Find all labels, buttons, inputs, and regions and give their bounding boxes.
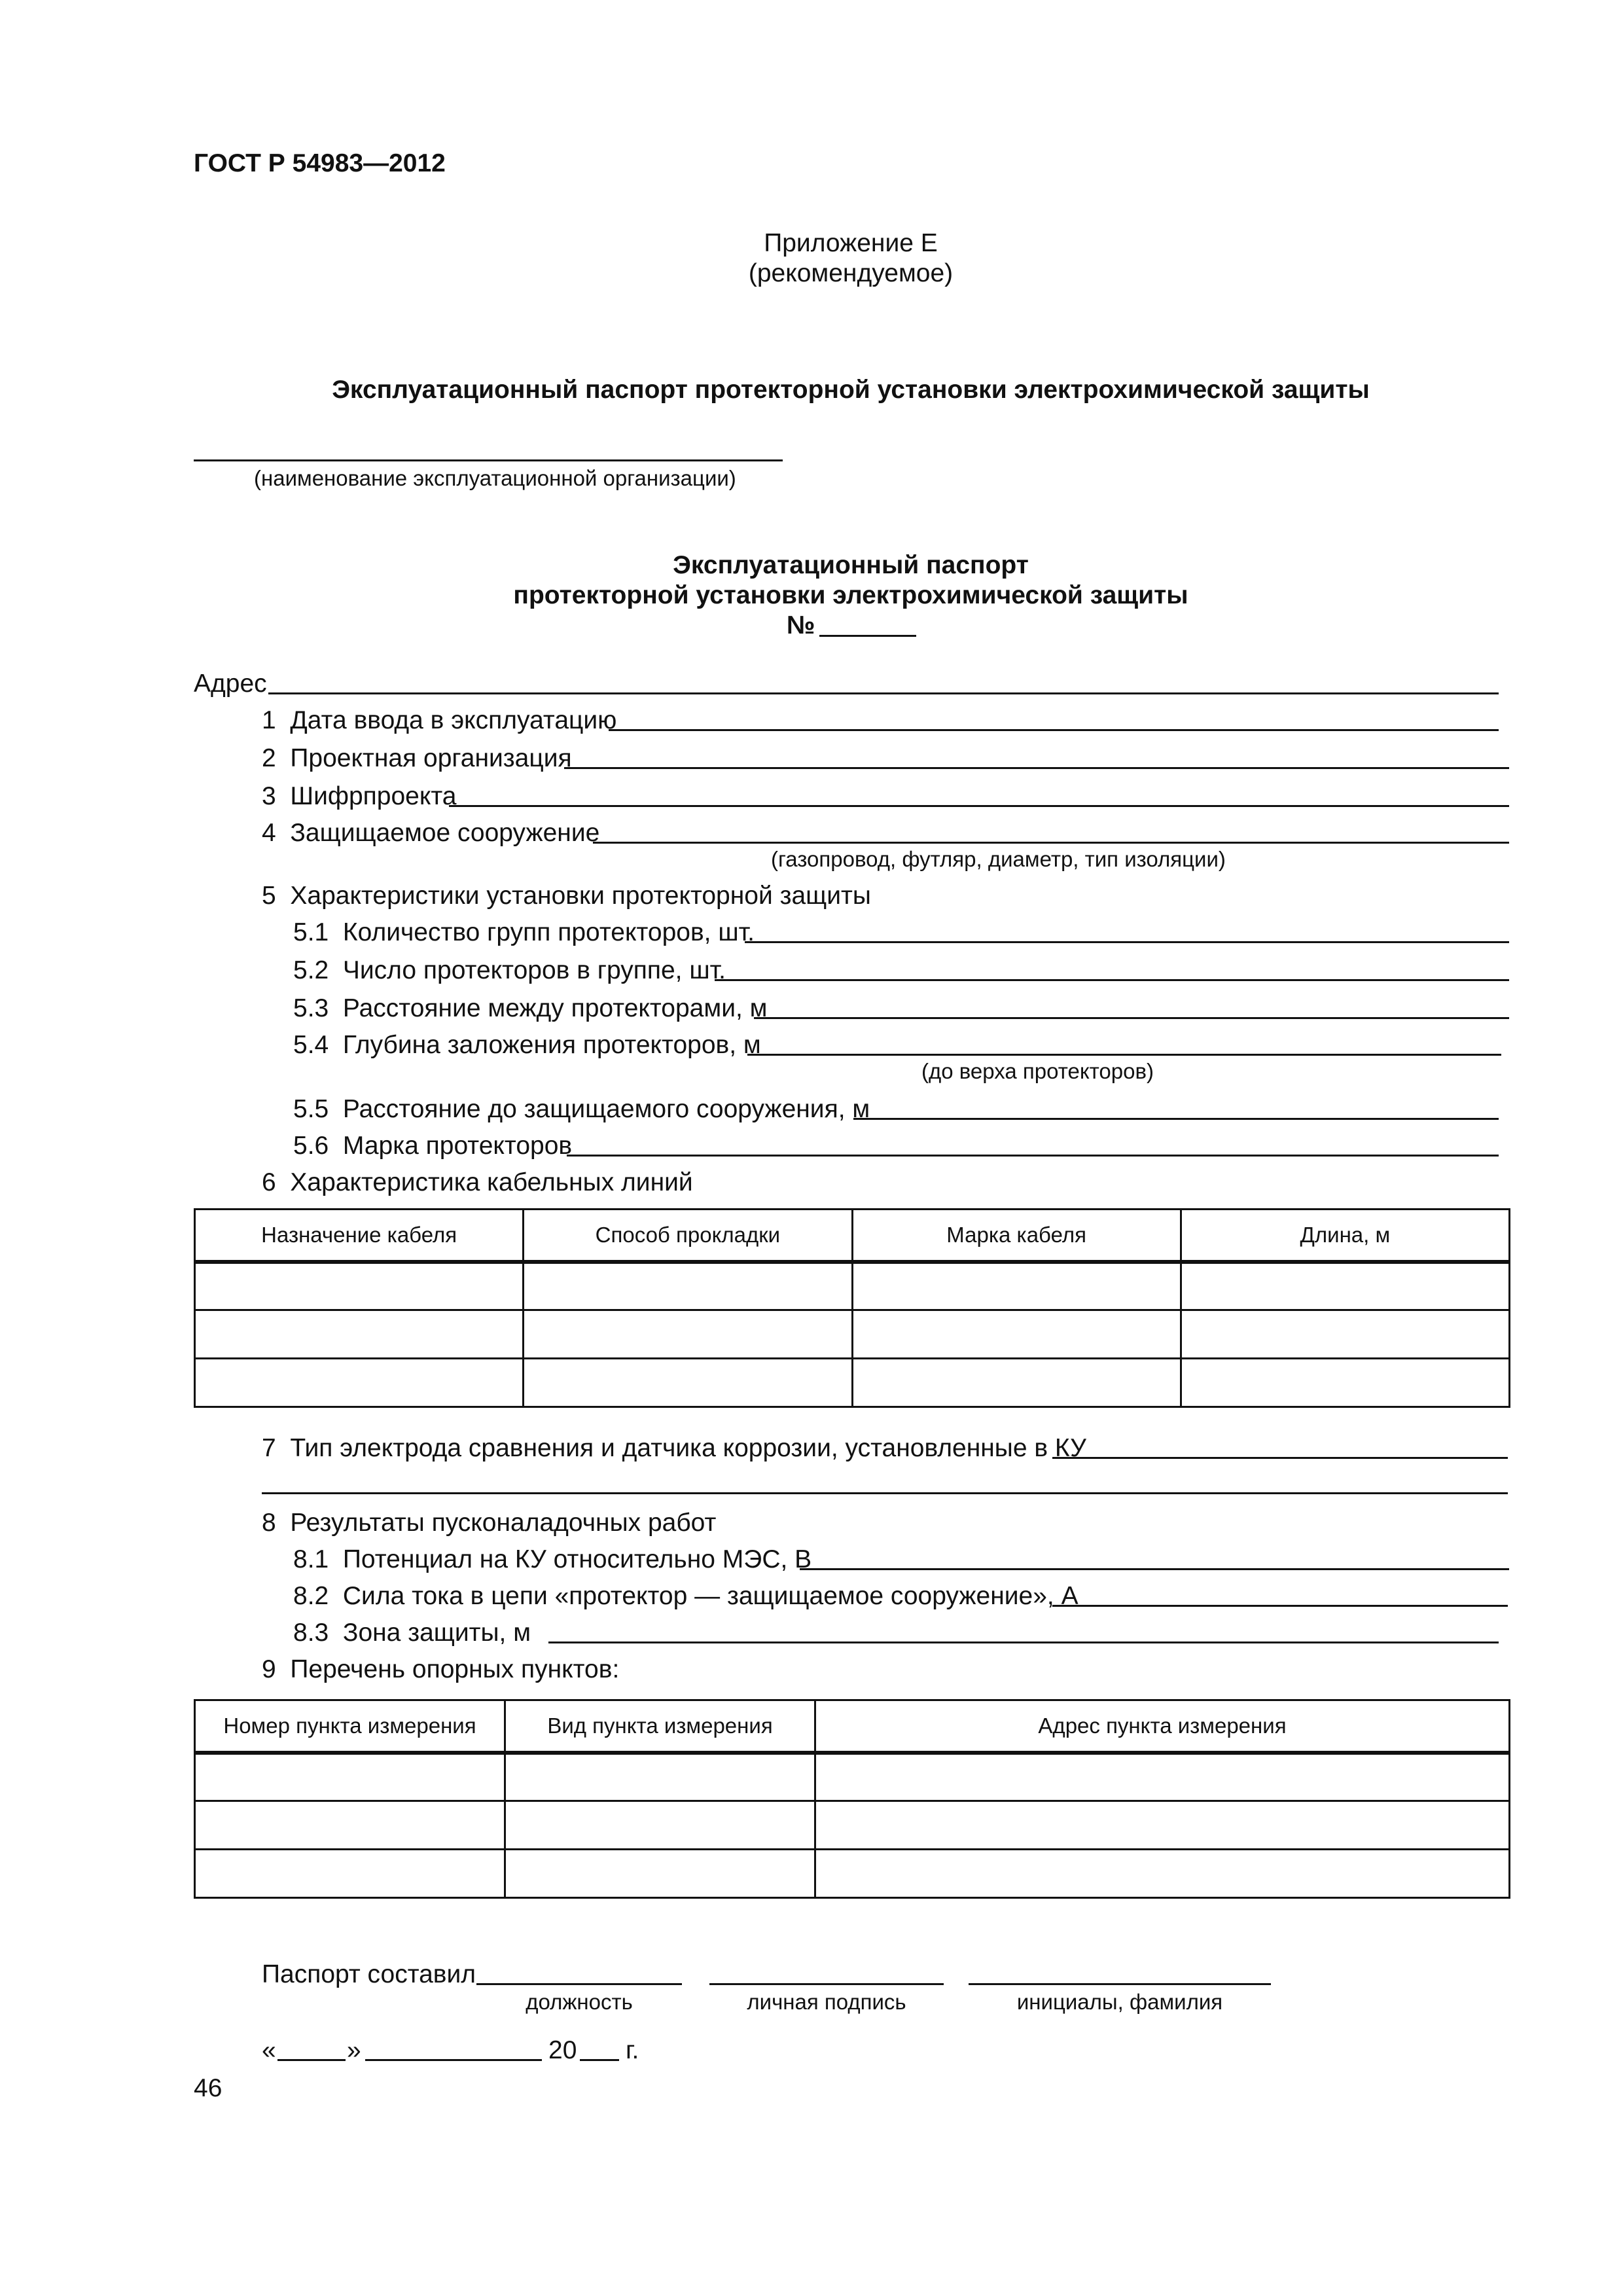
table-row bbox=[195, 1753, 1510, 1801]
item-6 bbox=[262, 1168, 693, 1198]
item-number: 3 bbox=[262, 782, 276, 810]
appendix-title: Приложение Е bbox=[764, 229, 938, 257]
organization-caption: (наименование эксплуатационной организации) bbox=[254, 466, 736, 490]
item-label: Перечень опорных пунктов: bbox=[290, 1655, 620, 1683]
item-label: Защищаемое сооружение bbox=[290, 819, 600, 847]
item-label: Глубина заложения протекторов, м bbox=[342, 1031, 761, 1059]
table-cell[interactable] bbox=[195, 1359, 524, 1407]
year-line[interactable] bbox=[580, 2059, 619, 2061]
item-5-6 bbox=[293, 1131, 572, 1161]
item-label: Марка протекторов bbox=[342, 1132, 573, 1160]
item-5-3 bbox=[293, 994, 767, 1024]
protected-structure-caption: (газопровод, футляр, диаметр, тип изоляции) bbox=[771, 847, 1226, 871]
table-header-cell: Номер пункта измерения bbox=[195, 1700, 505, 1753]
table-cell[interactable] bbox=[524, 1310, 852, 1359]
item-number: 6 bbox=[262, 1168, 276, 1196]
item-number: 5.5 bbox=[293, 1095, 329, 1123]
protector-brand-line[interactable] bbox=[567, 1155, 1499, 1157]
personal-signature-caption: личная подпись bbox=[747, 1990, 906, 2014]
item-4 bbox=[262, 818, 599, 848]
date-close-quote: » bbox=[347, 2036, 361, 2064]
item-label: Число протекторов в группе, шт. bbox=[342, 956, 726, 984]
protection-zone-line[interactable] bbox=[548, 1641, 1499, 1643]
table-cell[interactable] bbox=[815, 1753, 1510, 1801]
table-row bbox=[195, 1262, 1510, 1310]
table-row bbox=[195, 1359, 1510, 1407]
table-cell[interactable] bbox=[195, 1850, 505, 1898]
table-cell[interactable] bbox=[524, 1359, 852, 1407]
item-3 bbox=[262, 781, 456, 812]
appendix-subtitle: (рекомендуемое) bbox=[748, 259, 954, 287]
table-cell[interactable] bbox=[505, 1753, 815, 1801]
table-cell[interactable] bbox=[195, 1753, 505, 1801]
item-number: 5 bbox=[262, 882, 276, 910]
table-cell[interactable] bbox=[1181, 1262, 1509, 1310]
main-title: Эксплуатационный паспорт протекторной установки электрохимической защиты bbox=[332, 376, 1370, 404]
protected-structure-line[interactable] bbox=[593, 842, 1509, 844]
item-8-3 bbox=[293, 1618, 531, 1648]
item-5 bbox=[262, 881, 871, 911]
item-label: Расстояние до защищаемого сооружения, м bbox=[342, 1095, 870, 1123]
potential-line[interactable] bbox=[800, 1568, 1509, 1570]
item-2 bbox=[262, 744, 572, 774]
table-row bbox=[195, 1850, 1510, 1898]
passport-number-line[interactable] bbox=[819, 635, 916, 637]
table-header-cell: Длина, м bbox=[1181, 1210, 1509, 1262]
personal-signature-line[interactable] bbox=[709, 1983, 944, 1985]
year-suffix: г. bbox=[626, 2036, 639, 2064]
organization-name-line[interactable] bbox=[194, 459, 783, 461]
protector-depth-line[interactable] bbox=[747, 1054, 1501, 1056]
page-number: 46 bbox=[194, 2074, 223, 2102]
item-number: 8.1 bbox=[293, 1545, 329, 1573]
item-label: Характеристики установки протекторной защиты bbox=[290, 882, 871, 910]
electrode-type-line[interactable] bbox=[1052, 1457, 1508, 1459]
table-cell[interactable] bbox=[195, 1310, 524, 1359]
distance-to-structure-line[interactable] bbox=[853, 1118, 1499, 1120]
table-cell[interactable] bbox=[524, 1262, 852, 1310]
day-line[interactable] bbox=[277, 2059, 346, 2061]
item-8 bbox=[262, 1508, 716, 1538]
table-cell[interactable] bbox=[195, 1801, 505, 1850]
item-5-1 bbox=[293, 918, 755, 948]
item-label: Характеристика кабельных линий bbox=[290, 1168, 693, 1196]
table-cell[interactable] bbox=[852, 1359, 1181, 1407]
table-row bbox=[195, 1310, 1510, 1359]
table-header-cell: Способ прокладки bbox=[524, 1210, 852, 1262]
item-number: 8.2 bbox=[293, 1582, 329, 1610]
item-9 bbox=[262, 1655, 619, 1685]
electrode-type-line-2[interactable] bbox=[262, 1492, 1508, 1494]
item-number: 4 bbox=[262, 819, 276, 847]
date-open-quote: « bbox=[262, 2036, 276, 2064]
table-row bbox=[195, 1801, 1510, 1850]
item-8-1 bbox=[293, 1545, 812, 1575]
item-label: Расстояние между протекторами, м bbox=[342, 994, 768, 1022]
item-number: 8.3 bbox=[293, 1619, 329, 1647]
item-number: 9 bbox=[262, 1655, 276, 1683]
item-number: 1 bbox=[262, 706, 276, 734]
passport-number-label: № bbox=[787, 611, 815, 639]
protector-groups-line[interactable] bbox=[745, 941, 1509, 943]
item-number: 5.1 bbox=[293, 918, 329, 946]
document-code: ГОСТ Р 54983—2012 bbox=[194, 149, 446, 177]
item-label: Дата ввода в эксплуатацию bbox=[290, 706, 617, 734]
table-cell[interactable] bbox=[815, 1850, 1510, 1898]
position-caption: должность bbox=[526, 1990, 633, 2014]
item-5-4 bbox=[293, 1030, 761, 1060]
table-cell[interactable] bbox=[505, 1801, 815, 1850]
table-header-cell: Адрес пункта измерения bbox=[815, 1700, 1510, 1753]
full-name-caption: инициалы, фамилия bbox=[1016, 1990, 1223, 2014]
item-number: 5.3 bbox=[293, 994, 329, 1022]
address-line[interactable] bbox=[268, 692, 1499, 694]
item-number: 5.2 bbox=[293, 956, 329, 984]
full-name-line[interactable] bbox=[969, 1983, 1271, 1985]
item-label: Сила тока в цепи «протектор — защищаемое сооружение», А bbox=[342, 1582, 1079, 1610]
table-header-cell: Вид пункта измерения bbox=[505, 1700, 815, 1753]
item-number: 2 bbox=[262, 744, 276, 772]
position-line[interactable] bbox=[476, 1983, 682, 1985]
item-label: Количество групп протекторов, шт. bbox=[342, 918, 755, 946]
protector-depth-caption: (до верха протекторов) bbox=[921, 1059, 1154, 1083]
item-label: Зона защиты, м bbox=[342, 1619, 531, 1647]
design-organization-line[interactable] bbox=[564, 767, 1509, 769]
item-8-2 bbox=[293, 1581, 1079, 1611]
item-number: 5.4 bbox=[293, 1031, 329, 1059]
current-line[interactable] bbox=[1052, 1605, 1508, 1607]
signature-label: Паспорт составил bbox=[262, 1960, 476, 1988]
table-cell[interactable] bbox=[815, 1801, 1510, 1850]
protector-spacing-line[interactable] bbox=[754, 1017, 1509, 1019]
item-label: Потенциал на КУ относительно МЭС, В bbox=[342, 1545, 812, 1573]
table-cell[interactable] bbox=[195, 1262, 524, 1310]
cable-lines-table bbox=[194, 1208, 1510, 1408]
item-label: Шифрпроекта bbox=[290, 782, 457, 810]
year-prefix: 20 bbox=[548, 2036, 577, 2064]
table-cell[interactable] bbox=[1181, 1359, 1509, 1407]
month-line[interactable] bbox=[365, 2059, 542, 2061]
table-cell[interactable] bbox=[852, 1262, 1181, 1310]
item-7 bbox=[262, 1433, 1086, 1463]
address-label: Адрес bbox=[194, 670, 267, 698]
table-cell[interactable] bbox=[852, 1310, 1181, 1359]
item-label: Результаты пусконаладочных работ bbox=[290, 1509, 717, 1537]
item-label: Проектная организация bbox=[290, 744, 572, 772]
item-label: Тип электрода сравнения и датчика коррозии, установленные в КУ bbox=[290, 1434, 1086, 1462]
item-5-5 bbox=[293, 1094, 870, 1124]
passport-heading-line2: протекторной установки электрохимической защиты bbox=[513, 581, 1188, 609]
table-header-cell: Назначение кабеля bbox=[195, 1210, 524, 1262]
item-5-2 bbox=[293, 956, 726, 986]
item-number: 5.6 bbox=[293, 1132, 329, 1160]
protectors-per-group-line[interactable] bbox=[715, 979, 1509, 981]
table-cell[interactable] bbox=[505, 1850, 815, 1898]
reference-points-table bbox=[194, 1699, 1510, 1899]
passport-heading-line1: Эксплуатационный паспорт bbox=[673, 551, 1029, 579]
commissioning-date-line[interactable] bbox=[609, 729, 1499, 731]
item-1 bbox=[262, 706, 616, 736]
table-cell[interactable] bbox=[1181, 1310, 1509, 1359]
item-number: 8 bbox=[262, 1509, 276, 1537]
table-header-cell: Марка кабеля bbox=[852, 1210, 1181, 1262]
project-code-line[interactable] bbox=[449, 805, 1509, 807]
item-number: 7 bbox=[262, 1434, 276, 1462]
